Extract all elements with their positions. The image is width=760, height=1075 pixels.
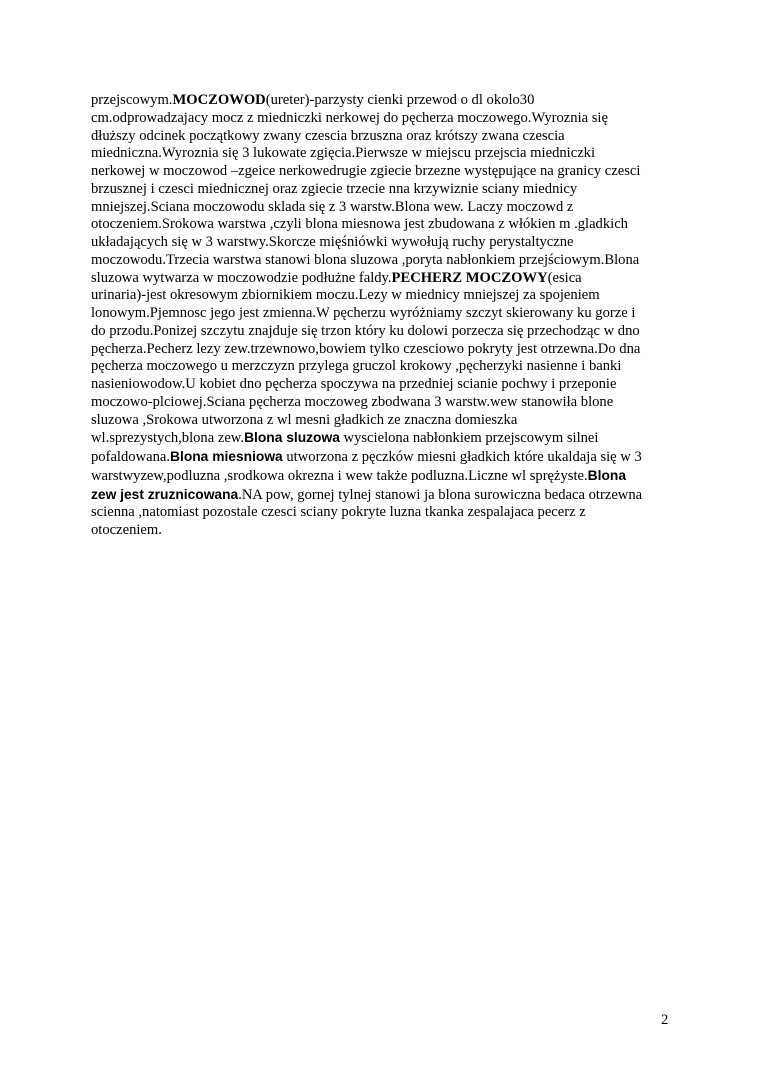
text-line-19: sluzowa ,Srokowa utworzona z wl mesni gładkich ze znaczna domieszka	[91, 411, 518, 428]
bold-term-pecherz-moczowy: PECHERZ MOCZOWY	[391, 269, 548, 286]
text-line-3: dłuższy odcinek początkowy zwany czescia brzuszna oraz krótszy zwana czescia	[91, 127, 565, 144]
text-line-12: urinaria)-jest okresowym zbiornikiem moczu.Lezy w miednicy mniejszej za spojeniem	[91, 287, 600, 304]
bold-term-moczowod: MOCZOWOD	[172, 92, 266, 108]
text-line-16: pęcherza moczowego u merzczyzn przylega gruczol krokowy ,pęcherzyki nasienne i banki	[91, 358, 622, 375]
text-line-14: do przodu.Ponizej szczytu znajduje się trzon który ku dolowi porzecza się przechodząc w dno	[91, 322, 640, 339]
text-line-1: przejscowym.MOCZOWOD(ureter)-parzysty cienki przewod o dl okolo30	[91, 92, 535, 108]
text-line-20: wl.sprezystych,blona zew.Blona sluzowa wyscielona nabłonkiem przejscowym silnei	[91, 430, 599, 447]
text-line-10: moczowodu.Trzecia warstwa stanowi blona sluzowa ,poryta nabłonkiem przejściowym.Blona	[91, 251, 640, 268]
text-line-24: scienna ,natomiast pozostale czesci sciany pokryte luzna tkanka zespalajaca pecerz z	[91, 504, 586, 521]
text-line-5: nerkowej w moczowod –zgeice nerkowedrugie zgiecie brzezne występujące na granicy czesci	[91, 163, 641, 179]
text-line-11: sluzowa wytwarza w moczowodzie podłużne faldy.PECHERZ MOCZOWY(esica	[91, 269, 582, 286]
bold-term-blona-miesniowa: Blona miesniowa	[170, 449, 283, 464]
text-line-4: miedniczna.Wyroznia się 3 lukowate zgięcia.Pierwsze w miejscu przejscia miedniczki	[91, 145, 596, 162]
text-line-18: moczowo-plciowej.Sciana pęcherza moczoweg zbodwana 3 warstw.wew stanowiła blone	[91, 393, 614, 410]
text-line-7: mniejszej.Sciana moczowodu sklada się z 3 warstw.Blona wew. Laczy moczowd z	[91, 198, 574, 215]
text-line-2: cm.odprowadzajacy mocz z miedniczki nerkowej do pęcherza moczowego.Wyroznia się	[91, 109, 608, 126]
text-line-25: otoczeniem.	[91, 522, 162, 538]
bold-term-zew-jest-zruznicowana: zew jest zruznicowana	[91, 486, 239, 502]
text-line-8: otoczeniem.Srokowa warstwa ,czyli blona miesnowa jest zbudowana z włókien m .gladkich	[91, 216, 628, 233]
bold-term-blona-sluzowa: Blona sluzowa	[244, 430, 340, 446]
body-text	[91, 92, 671, 540]
text-line-6: brzusznej i czesci miednicznej oraz zgiecie trzecie nna krzywiznie sciany miednicy	[91, 180, 578, 197]
bold-term-blona: Blona	[587, 467, 626, 483]
text-line-9: układających się w 3 warstwy.Skorcze mięśniówki wywołują ruchy perystaltyczne	[91, 234, 574, 250]
text-line-13: lonowym.Pjemnosc jego jest zmienna.W pęcherzu wyróżniamy szczyt skierowany ku gorze i	[91, 305, 636, 321]
text-line-17: nasieniowodow.U kobiet dno pęcherza spoczywa na przedniej scianie pochwy i przeponie	[91, 376, 617, 392]
page-number: 2	[661, 1012, 669, 1028]
text-line-23: zew jest zruznicowana.NA pow, gornej tylnej stanowi ja blona surowiczna bedaca otrzewna	[91, 486, 643, 503]
text-line-21: pofaldowana.Blona miesniowa utworzona z pęczków miesni gładkich które ukaldaja się w 3	[91, 449, 642, 465]
text-line-15: pęcherza.Pecherz lezy zew.trzewnowo,bowiem tylko czesciowo pokryty jest otrzewna.Do dna	[91, 340, 641, 357]
text-line-22: warstwyzew,podluzna ,srodkowa okrezna i wew także podluzna.Liczne wl sprężyste.Blona	[91, 467, 626, 484]
